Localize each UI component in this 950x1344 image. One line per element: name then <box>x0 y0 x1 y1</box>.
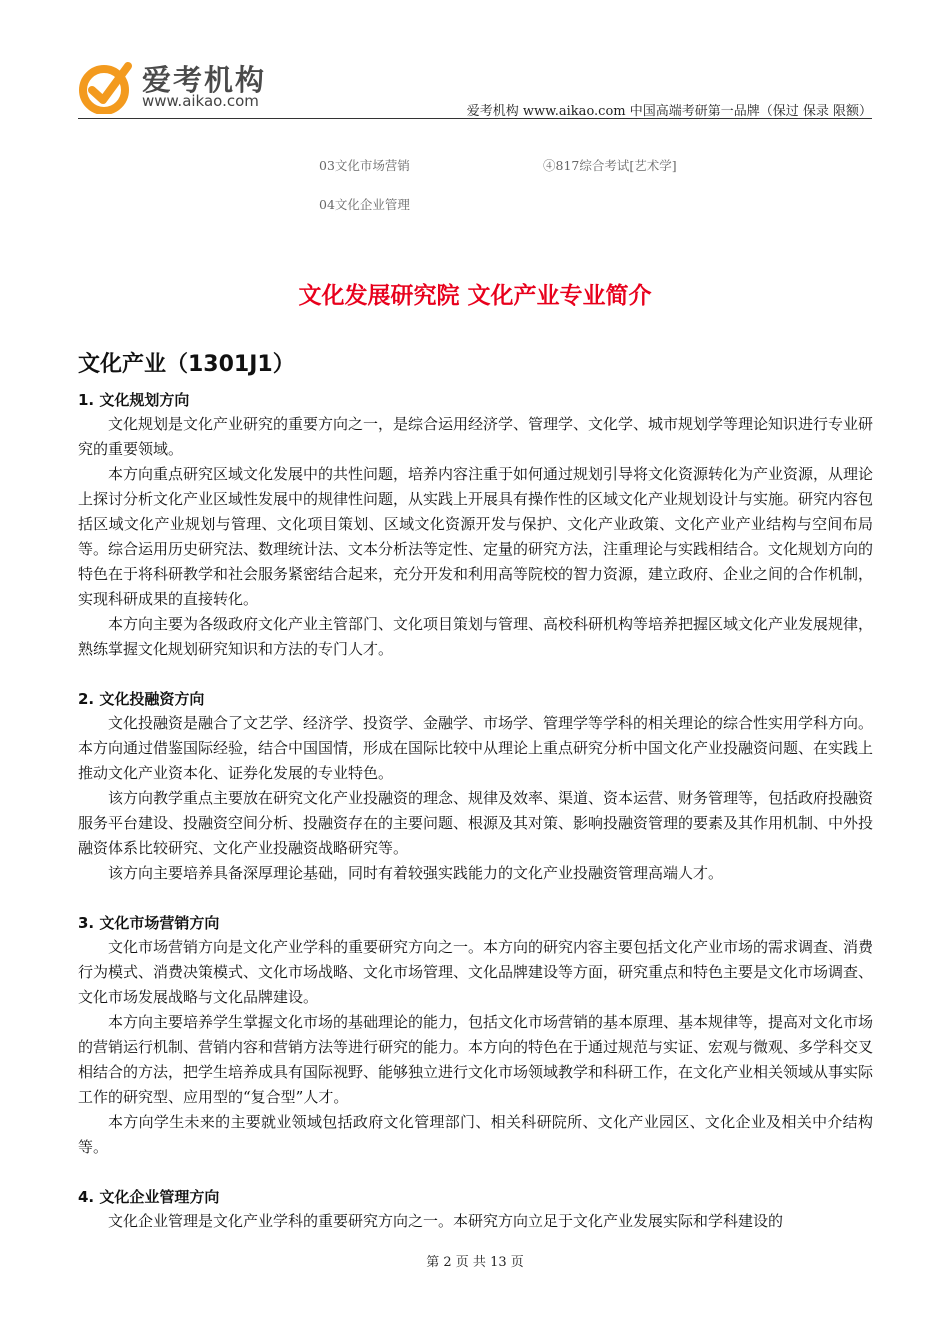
header-tagline: 爱考机构 www.aikao.com 中国高端考研第一品牌（保过 保录 限额） <box>466 104 872 119</box>
logo-url: www.aikao.com <box>142 92 259 110</box>
paragraph: 文化市场营销方向是文化产业学科的重要研究方向之一。本方向的研究内容主要包括文化产业市场的需求调查、消费行为模式、消费决策模式、文化市场战略、文化市场管理、文化品牌建设等方面，研究重点和特色主要是文化市场调查、文化市场发展战略与文化品牌建设。 <box>78 938 874 1006</box>
paragraph: 该方向主要培养具备深厚理论基础，同时有着较强实践能力的文化产业投融资管理高端人才。 <box>108 864 724 882</box>
logo-name: 爱考机构 <box>142 63 267 97</box>
page-footer <box>0 1251 950 1270</box>
section-heading: 4. 文化企业管理方向 <box>78 1188 220 1206</box>
paragraph: 本方向主要为各级政府文化产业主管部门、文化项目策划与管理、高校科研机构等培养把握区域文化产业发展规律，熟练掌握文化规划研究知识和方法的专门人才。 <box>78 615 874 658</box>
list-item: ④817综合考试[艺术学] <box>543 158 677 173</box>
section-heading: 3. 文化市场营销方向 <box>78 914 220 932</box>
list-item: 03文化市场营销 <box>319 158 410 173</box>
page-number: 2 <box>443 1255 452 1270</box>
section-heading: 2. 文化投融资方向 <box>78 690 205 708</box>
header-divider <box>78 118 872 119</box>
paragraph: 本方向主要培养学生掌握文化市场的基础理论的能力，包括文化市场营销的基本原理、基本规律等，提高对文化市场的营销运行机制、营销内容和营销方法等进行研究的能力。本方向的特色在于通过规范与实证、宏观与微观、多学科交叉相结合的方法，把学生培养成具有国际视野、能够独立进行文化市场领域教学和科研工作，在文化产业相关领域从事实际工作的研究型、应用型的“复合型”人才。 <box>78 1013 874 1106</box>
footer-mid: 页 共 <box>455 1255 486 1270</box>
footer-label: 第 <box>426 1255 440 1270</box>
section-cultural-enterprise <box>78 1185 873 1234</box>
list-item: 04文化企业管理 <box>319 197 410 212</box>
section-cultural-planning <box>78 388 873 662</box>
paragraph: 本方向重点研究区域文化发展中的共性问题，培养内容注重于如何通过规划引导将文化资源转化为产业资源，从理论上探讨分析文化产业区域性发展中的规律性问题，从实践上开展具有操作性的区域文化产业规划设计与实施。研究内容包括区域文化产业规划与管理、文化项目策划、区域文化资源开发与保护、文化产业政策、文化产业产业结构与空间布局等。综合运用历史研究法、数理统计法、文本分析法等定性、定量的研究方法，注重理论与实践相结合。文化规划方向的特色在于将科研教学和社会服务紧密结合起来，充分开发和利用高等院校的智力资源，建立政府、企业之间的合作机制，实现科研成果的直接转化。 <box>78 465 874 608</box>
section-cultural-marketing <box>78 911 873 1160</box>
paragraph: 文化投融资是融合了文艺学、经济学、投资学、金融学、市场学、管理学等学科的相关理论的综合性实用学科方向。本方向通过借鉴国际经验，结合中国国情，形成在国际比较中从理论上重点研究分析中国文化产业投融资问题、在实践上推动文化产业资本化、证券化发展的专业特色。 <box>78 714 874 782</box>
paragraph: 文化规划是文化产业研究的重要方向之一，是综合运用经济学、管理学、文化学、城市规划学等理论知识进行专业研究的重要领域。 <box>78 415 874 458</box>
paragraph: 该方向教学重点主要放在研究文化产业投融资的理念、规律及效率、渠道、资本运营、财务管理等，包括政府投融资服务平台建设、投融资空间分析、投融资存在的主要问题、根源及其对策、影响投融资管理的要素及其作用机制、中外投融资体系比较研究、文化产业投融资战略研究等。 <box>78 789 874 857</box>
paragraph: 文化企业管理是文化产业学科的重要研究方向之一。本研究方向立足于文化产业发展实际和学科建设的 <box>108 1212 784 1230</box>
document-body <box>78 388 873 1259</box>
paragraph: 本方向学生未来的主要就业领域包括政府文化管理部门、相关科研院所、文化产业园区、文化企业及相关中介结构等。 <box>78 1113 873 1156</box>
page-title: 文化发展研究院 文化产业专业简介 <box>298 283 652 309</box>
footer-end: 页 <box>510 1255 524 1270</box>
major-heading: 文化产业（1301J1） <box>78 352 295 377</box>
check-badge-icon <box>78 58 134 114</box>
page-total: 13 <box>490 1255 507 1270</box>
section-heading: 1. 文化规划方向 <box>78 391 190 409</box>
logo <box>78 56 298 114</box>
section-cultural-investment <box>78 687 873 886</box>
